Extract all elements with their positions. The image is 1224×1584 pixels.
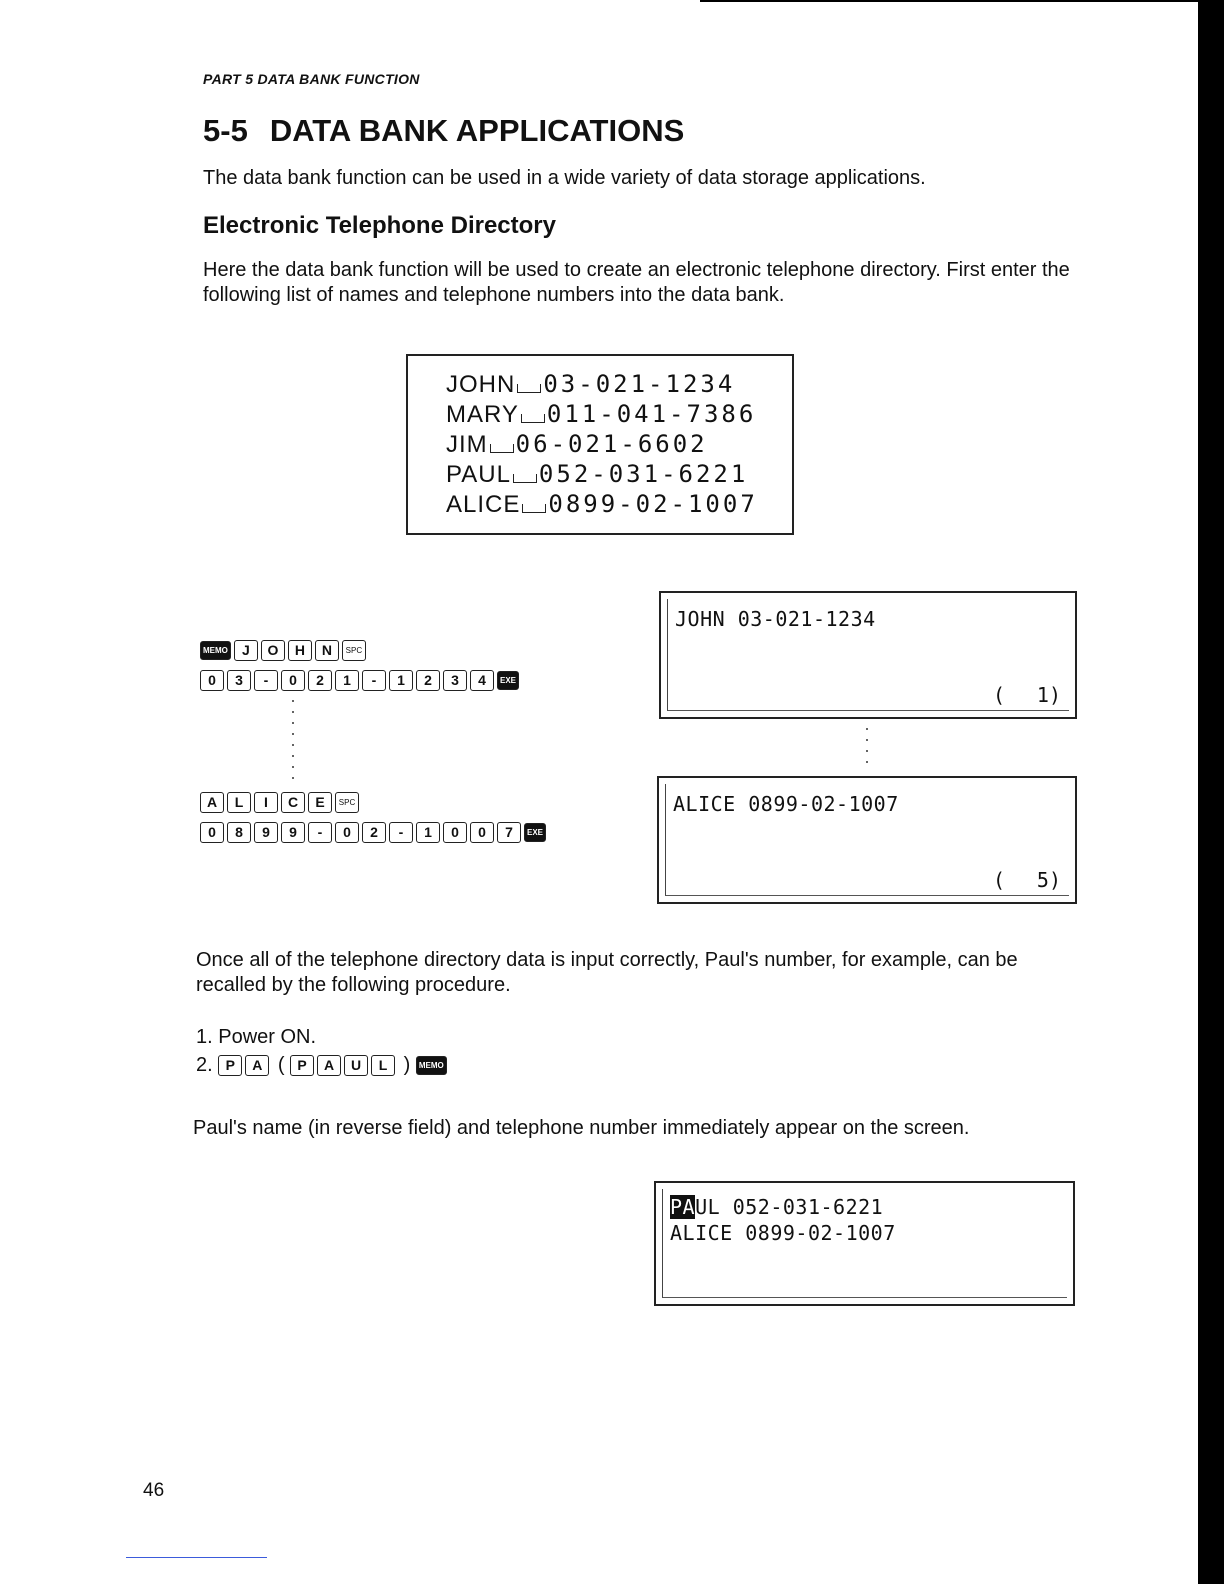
- bottom-rule: [126, 1557, 267, 1558]
- key-2: 2: [416, 670, 440, 691]
- scan-edge-bar: [1198, 0, 1224, 1584]
- key-l: L: [371, 1055, 395, 1076]
- key-7: 7: [497, 822, 521, 843]
- key-1: 1: [335, 670, 359, 691]
- key-sequence-john-number: [200, 670, 522, 694]
- space-symbol: [490, 444, 514, 453]
- reverse-field-cursor: PA: [670, 1195, 696, 1219]
- key-spc: SPC: [342, 640, 366, 661]
- key-spc: SPC: [335, 792, 359, 813]
- intro-paragraph: The data bank function can be used in a wide variety of data storage applications.: [203, 167, 926, 189]
- top-rule: [700, 0, 1198, 2]
- key-exe: EXE: [524, 823, 546, 842]
- key-memo: MEMO: [200, 641, 231, 660]
- key-e: E: [308, 792, 332, 813]
- key-2: 2: [362, 822, 386, 843]
- key-2: 2: [308, 670, 332, 691]
- paren-close: ): [403, 1054, 411, 1076]
- key-1: 1: [416, 822, 440, 843]
- space-symbol: [517, 384, 541, 393]
- key-0: 0: [443, 822, 467, 843]
- page-number: 46: [143, 1480, 165, 1501]
- directory-intro-paragraph: Here the data bank function will be used to create an electronic telephone directory. First enter the following list of names and telephone numbers into the data bank.: [203, 259, 1070, 306]
- key-minus: -: [389, 822, 413, 843]
- key-memo: MEMO: [416, 1056, 447, 1075]
- key-4: 4: [470, 670, 494, 691]
- recall-intro-paragraph: Once all of the telephone directory data is input correctly, Paul's number, for example, can be recalled by the following procedure.: [196, 949, 1018, 996]
- result-paragraph: Paul's name (in reverse field) and telephone number immediately appear on the screen.: [193, 1117, 970, 1139]
- lcd-line-1: PAUL 052-031-6221: [670, 1195, 884, 1219]
- paren-open: (: [277, 1054, 285, 1076]
- key-n: N: [315, 640, 339, 661]
- record-paren: (: [992, 683, 1005, 707]
- key-minus: -: [254, 670, 278, 691]
- key-c: C: [281, 792, 305, 813]
- step-2-keys-a: [218, 1054, 272, 1076]
- key-a: A: [200, 792, 224, 813]
- space-symbol: [522, 504, 546, 513]
- subheading: Electronic Telephone Directory: [203, 212, 556, 239]
- continuation-dots: [866, 728, 870, 772]
- memo-key: [416, 1054, 450, 1076]
- key-minus: -: [362, 670, 386, 691]
- key-9: 9: [254, 822, 278, 843]
- key-0: 0: [470, 822, 494, 843]
- record-number: 5): [1036, 868, 1061, 892]
- lcd-screen-first-entry: [659, 591, 1077, 719]
- key-u: U: [344, 1055, 368, 1076]
- key-a: A: [245, 1055, 269, 1076]
- directory-entry: MARY 011-041-7386: [446, 400, 757, 428]
- key-j: J: [234, 640, 258, 661]
- key-a: A: [317, 1055, 341, 1076]
- key-8: 8: [227, 822, 251, 843]
- lcd-line: JOHN 03-021-1234: [675, 607, 876, 631]
- directory-entry: PAUL 052-031-6221: [446, 460, 749, 488]
- directory-entry: JOHN 03-021-1234: [446, 370, 736, 398]
- lcd-screen-recall: [654, 1181, 1075, 1306]
- section-title: [203, 113, 684, 149]
- section-number: 5-5: [203, 113, 248, 148]
- key-9: 9: [281, 822, 305, 843]
- continuation-dots: [292, 700, 296, 788]
- key-sequence-alice-name: [200, 792, 362, 816]
- key-l: L: [227, 792, 251, 813]
- key-3: 3: [443, 670, 467, 691]
- lcd-line: ALICE 0899-02-1007: [673, 792, 899, 816]
- directory-entry: JIM 06-021-6602: [446, 430, 708, 458]
- step-2-keys-b: [290, 1054, 398, 1076]
- record-paren: (: [992, 868, 1005, 892]
- key-p: P: [218, 1055, 242, 1076]
- running-head: PART 5 DATA BANK FUNCTION: [203, 71, 420, 87]
- key-minus: -: [308, 822, 332, 843]
- key-p: P: [290, 1055, 314, 1076]
- key-i: I: [254, 792, 278, 813]
- space-symbol: [521, 414, 545, 423]
- key-1: 1: [389, 670, 413, 691]
- lcd-screen-last-entry: [657, 776, 1077, 904]
- step-2-label: 2.: [196, 1054, 213, 1076]
- lcd-line-2: ALICE 0899-02-1007: [670, 1221, 896, 1245]
- key-0: 0: [281, 670, 305, 691]
- section-title-text: DATA BANK APPLICATIONS: [269, 113, 685, 148]
- key-o: O: [261, 640, 285, 661]
- key-0: 0: [200, 822, 224, 843]
- key-sequence-alice-number: [200, 822, 549, 846]
- directory-list-box: [406, 354, 794, 535]
- key-0: 0: [200, 670, 224, 691]
- key-0: 0: [335, 822, 359, 843]
- key-h: H: [288, 640, 312, 661]
- directory-entry: ALICE 0899-02-1007: [446, 490, 758, 518]
- space-symbol: [513, 474, 537, 483]
- key-sequence-john-name: [200, 640, 369, 664]
- key-exe: EXE: [497, 671, 519, 690]
- record-number: 1): [1036, 683, 1061, 707]
- step-2: [196, 1052, 450, 1078]
- key-3: 3: [227, 670, 251, 691]
- step-1: 1. Power ON.: [196, 1026, 317, 1048]
